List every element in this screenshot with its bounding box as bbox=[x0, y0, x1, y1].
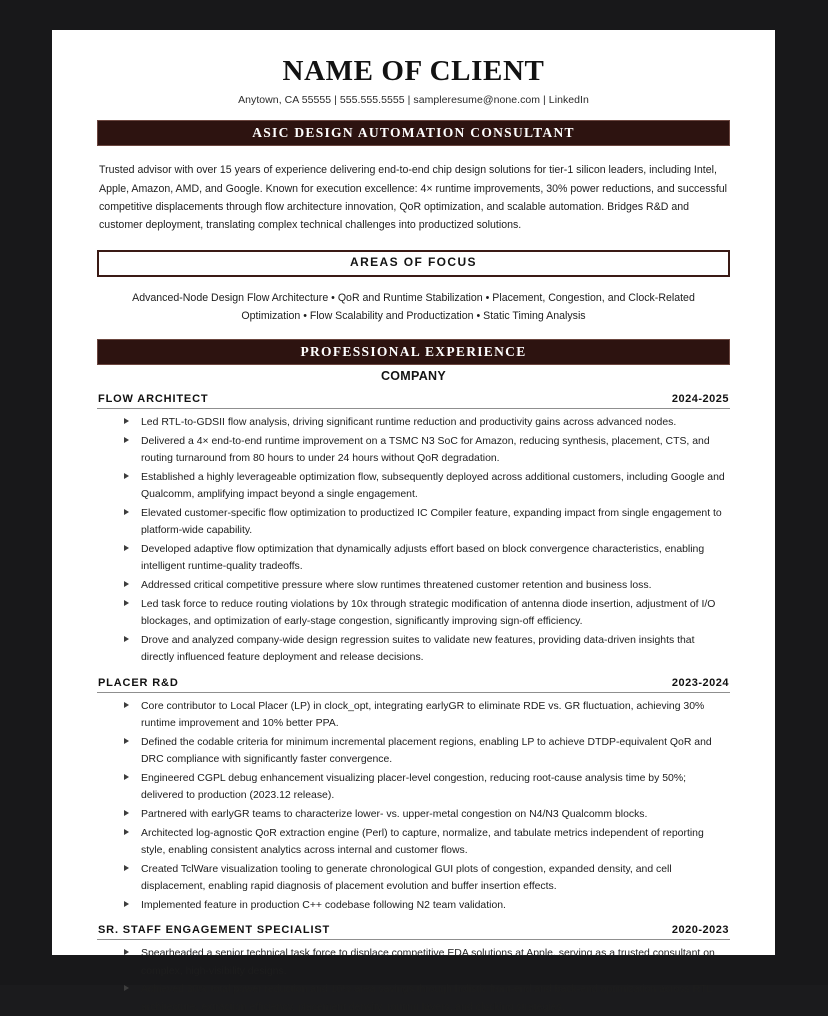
list-item bbox=[97, 770, 728, 805]
triangle-bullet-icon bbox=[124, 545, 129, 551]
bullet-text: Implemented feature in production C++ codebase following N2 team validation. bbox=[141, 899, 506, 911]
summary-paragraph: Trusted advisor with over 15 years of experience delivering end-to-end chip design solutions for tier-1 silicon leaders, including Intel, Apple, Amazon, AMD, and Google. Known for execution excellence: 4× runtime improvements, 30% power reductions, and successful competitive displacements through flow architecture innovation, QoR optimization, and scalable automation. Bridges R&D and customer deployment, translating complex technical challenges into productized solutions. bbox=[99, 164, 728, 232]
triangle-bullet-icon bbox=[124, 774, 129, 780]
areas-of-focus-heading: AREAS OF FOCUS bbox=[97, 250, 730, 277]
job-title: PLACER R&D bbox=[98, 676, 179, 689]
page-title: NAME OF CLIENT bbox=[282, 55, 545, 87]
triangle-bullet-icon bbox=[124, 581, 129, 587]
job-header bbox=[97, 924, 730, 940]
triangle-bullet-icon bbox=[124, 418, 129, 424]
bullet-text: Led task force to reduce routing violations by 10x through strategic modification of antenna diode insertion, adjustment of I/O blockages, and optimization of early-stage congestion, significantly improving sign-off efficiency. bbox=[141, 598, 716, 628]
resume-page bbox=[52, 30, 775, 1013]
list-item bbox=[97, 825, 728, 860]
bullet-text: Achieved 30% total power reduction and 10% area savings through holistic front-end and back-end optimization across RTL architecture, extraction efficiency, placement density, routing layers, and clocking strategies. bbox=[141, 984, 712, 1013]
bullet-text: Drove and analyzed company-wide design regression suites to validate new features, providing data-driven insights that directly influenced feature deployment and release decisions. bbox=[141, 634, 695, 664]
bullet-text: Architected log-agnostic QoR extraction engine (Perl) to capture, normalize, and tabulate metrics independent of reporting style, enabling consistent analytics across internal and customer flows. bbox=[141, 827, 704, 857]
bullet-text: Delivered a 4× end-to-end runtime improvement on a TSMC N3 SoC for Amazon, reducing synthesis, placement, CTS, and routing turnaround from 80 hours to under 24 hours without QoR degradation. bbox=[141, 435, 710, 465]
job-dates: 2020-2023 bbox=[671, 924, 729, 937]
bullet-text: Elevated customer-specific flow optimization to productized IC Compiler feature, expanding impact from single engagement to platform-wide capability. bbox=[141, 507, 722, 537]
bullet-text: Established a highly leverageable optimization flow, subsequently deployed across additional customers, including Google and Qualcomm, amplifying impact beyond a single engagement. bbox=[141, 471, 725, 501]
professional-title-banner: ASIC DESIGN AUTOMATION CONSULTANT bbox=[97, 120, 730, 147]
professional-experience-heading: PROFESSIONAL EXPERIENCE bbox=[97, 339, 730, 366]
job-header bbox=[97, 677, 730, 693]
triangle-bullet-icon bbox=[124, 600, 129, 606]
triangle-bullet-icon bbox=[124, 949, 129, 955]
bullet-list bbox=[97, 414, 730, 667]
bullet-text: Created TclWare visualization tooling to generate chronological GUI plots of congestion, expanded density, and cell displacement, enabling rapid diagnosis of placement evolution and buffer insertion effects. bbox=[141, 863, 672, 893]
job-header bbox=[97, 393, 730, 409]
triangle-bullet-icon bbox=[124, 738, 129, 744]
list-item bbox=[97, 577, 728, 595]
triangle-bullet-icon bbox=[124, 636, 129, 642]
triangle-bullet-icon bbox=[124, 810, 129, 816]
bullet-text: Addressed critical competitive pressure where slow runtimes threatened customer retention and business loss. bbox=[141, 579, 652, 591]
bullet-list bbox=[97, 945, 730, 1016]
list-item bbox=[97, 734, 728, 769]
job-title: FLOW ARCHITECT bbox=[98, 393, 209, 406]
triangle-bullet-icon bbox=[124, 702, 129, 708]
job-block bbox=[97, 393, 730, 667]
job-dates: 2024-2025 bbox=[671, 393, 729, 406]
list-item bbox=[97, 698, 728, 733]
bullet-list bbox=[97, 698, 730, 915]
job-block bbox=[97, 924, 730, 1016]
list-item bbox=[97, 469, 728, 504]
areas-of-focus-text: Advanced-Node Design Flow Architecture • QoR and Runtime Stabilization • Placement, Congestion, and Clock-Related Optimization • Flow Scalability and Productization • Static Timing Analysis bbox=[132, 292, 695, 323]
list-item bbox=[97, 861, 728, 896]
company-name: COMPANY bbox=[380, 369, 447, 384]
contact-line: Anytown, CA 55555 | 555.555.5555 | sampleresume@none.com | LinkedIn bbox=[238, 93, 589, 106]
triangle-bullet-icon bbox=[124, 509, 129, 515]
bullet-text: Spearheaded a senior technical task force to displace competitive EDA solutions at Apple, serving as a trusted consultant on complex, high-visibility designs. bbox=[141, 948, 715, 977]
triangle-bullet-icon bbox=[124, 985, 129, 991]
list-item bbox=[97, 414, 728, 432]
bullet-text: Partnered with earlyGR teams to characterize lower- vs. upper-metal congestion on N4/N3 Qualcomm blocks. bbox=[141, 808, 648, 820]
jobs-list bbox=[97, 393, 730, 1016]
list-item bbox=[97, 945, 728, 980]
list-item bbox=[97, 433, 728, 468]
triangle-bullet-icon bbox=[124, 865, 129, 871]
list-item bbox=[97, 505, 728, 540]
triangle-bullet-icon bbox=[124, 829, 129, 835]
job-block bbox=[97, 677, 730, 915]
triangle-bullet-icon bbox=[124, 473, 129, 479]
bullet-text: Led RTL-to-GDSII flow analysis, driving significant runtime reduction and productivity gains across advanced nodes. bbox=[141, 417, 677, 429]
job-title: SR. STAFF ENGAGEMENT SPECIALIST bbox=[98, 924, 331, 937]
list-item bbox=[97, 981, 728, 1016]
list-item bbox=[97, 632, 728, 667]
bullet-text: Engineered CGPL debug enhancement visualizing placer-level congestion, reducing root-cause analysis time by 50%; delivered to production (2023.12 release). bbox=[141, 772, 686, 802]
list-item bbox=[97, 806, 728, 824]
triangle-bullet-icon bbox=[124, 901, 129, 907]
list-item bbox=[97, 596, 728, 631]
list-item bbox=[97, 541, 728, 576]
bullet-text: Defined the codable criteria for minimum incremental placement regions, enabling LP to achieve DTDP-equivalent QoR and DRC compliance with significantly faster convergence. bbox=[141, 736, 712, 766]
job-dates: 2023-2024 bbox=[671, 676, 729, 689]
bullet-text: Developed adaptive flow optimization that dynamically adjusts effort based on block convergence characteristics, enabling intelligent runtime-quality tradeoffs. bbox=[141, 543, 705, 573]
triangle-bullet-icon bbox=[124, 437, 129, 443]
list-item bbox=[97, 897, 728, 915]
bullet-text: Core contributor to Local Placer (LP) in clock_opt, integrating earlyGR to eliminate RDE vs. GR fluctuation, achieving 30% runtime improvement and 10% better PPA. bbox=[141, 700, 705, 730]
